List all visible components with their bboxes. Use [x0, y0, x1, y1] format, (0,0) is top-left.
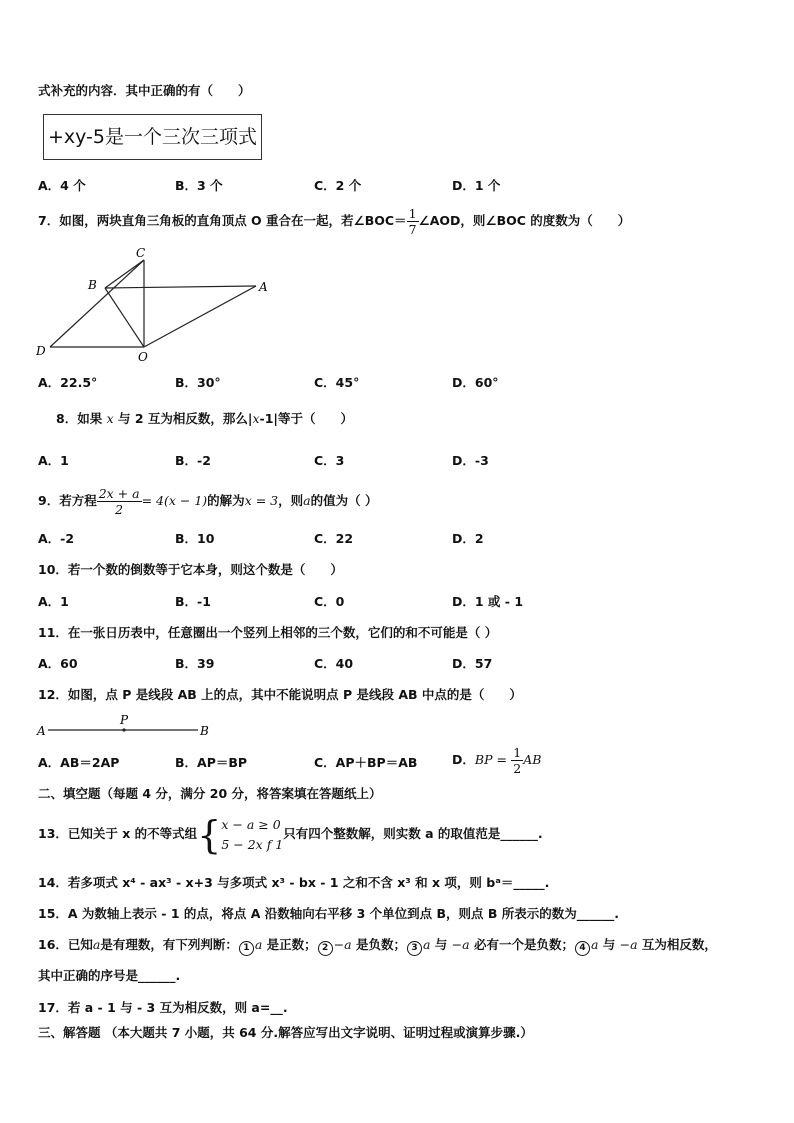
q16-stem: 16．已知a是有理数，有下列判断： 1 a 是正数； 2 −a 是负数； 3 a 与 −a 必有一个是负数； 4 a 与 −a 互为相反数， [38, 937, 717, 956]
q9-fraction: $\frac{2x + a}{2}$ [98, 486, 140, 517]
q7-triangles-figure [30, 245, 280, 365]
q12-label-p: P [120, 713, 129, 727]
q6-option-d: D．1 个 [452, 178, 501, 193]
q12-segment-figure [36, 713, 216, 739]
q15-stem: 15．A 为数轴上表示 - 1 的点，将点 A 沿数轴向右平移 3 个单位到点 B，则点 B 所表示的数为______. [38, 906, 620, 921]
q7-label-a: A [259, 280, 268, 294]
q7-label-d: D [36, 344, 46, 358]
q7-label-o: O [138, 350, 148, 364]
q14-stem: 14．若多项式 x⁴ - ax³ - x+3 与多项式 x³ - bx - 1 之和不含 x³ 和 x 项，则 bᵃ＝_____. [38, 875, 550, 890]
q11-option-a: A．60 [38, 656, 78, 671]
q8-option-c: C．3 [314, 453, 345, 468]
q9-stem: 9．若方程 $\frac{2x + a}{2}$ = 4(x − 1)的解为x = 3，则a的值为（ ） [38, 486, 378, 517]
q10-stem: 10．若一个数的倒数等于它本身，则这个数是（ ） [38, 562, 343, 577]
q8-stem: 8．如果 x 与 2 互为相反数，那么|x-1|等于（ ） [56, 411, 353, 426]
q9-option-c: C．22 [314, 531, 354, 546]
q17-stem: 17．若 a - 1 与 - 3 互为相反数，则 a=__. [38, 1000, 288, 1015]
section-3-heading: 三、解答题 （本大题共 7 小题，共 64 分.解答应写出文字说明、证明过程或演算步骤.） [38, 1025, 533, 1040]
q7-option-c: C．45° [314, 375, 360, 390]
q7-option-b: B．30° [175, 375, 221, 390]
q10-option-c: C．0 [314, 594, 345, 609]
q12-stem: 12．如图，点 P 是线段 AB 上的点，其中不能说明点 P 是线段 AB 中点的是（ ） [38, 687, 522, 702]
q11-option-b: B．39 [175, 656, 215, 671]
q12-option-b: B．AP＝BP [175, 755, 248, 770]
q11-option-c: C．40 [314, 656, 354, 671]
q7-option-d: D．60° [452, 375, 499, 390]
q13-inequality-system: x − a ≥ 0 5 − 2x f 1 [221, 816, 284, 852]
q13-stem: 13．已知关于 x 的不等式组{ x − a ≥ 0 5 − 2x f 1 只有四个整数解，则实数 a 的取值范是______. [38, 812, 543, 857]
section-2-heading: 二、填空题（每题 4 分，满分 20 分，将答案填在答题纸上） [38, 786, 382, 801]
q7-option-a: A．22.5° [38, 375, 98, 390]
q8-option-a: A．1 [38, 453, 69, 468]
q10-option-d: D．1 或 - 1 [452, 594, 524, 609]
q7-label-c: C [136, 246, 146, 260]
statement-box: +xy-5是一个三次三项式 [43, 114, 262, 160]
q11-option-d: D．57 [452, 656, 493, 671]
q12-option-d: D．BP = $\frac{1}{2}$ AB [452, 745, 542, 776]
intro-line: 式补充的内容．其中正确的有（ ） [38, 83, 251, 98]
q12-label-b: B [200, 724, 209, 738]
q7-fraction: $\frac{1}{7}$ [408, 206, 417, 237]
q8-option-d: D．-3 [452, 453, 489, 468]
q9-option-b: B．10 [175, 531, 215, 546]
q6-option-c: C．2 个 [314, 178, 362, 193]
q12-label-a: A [37, 724, 46, 738]
q8-option-b: B．-2 [175, 453, 211, 468]
q10-option-a: A．1 [38, 594, 69, 609]
q12-option-c: C．AP＋BP＝AB [314, 755, 418, 770]
q6-option-a: A．4 个 [38, 178, 86, 193]
q16-line-2: 其中正确的序号是______. [38, 968, 181, 983]
q7-stem: 7．如图，两块直角三角板的直角顶点 O 重合在一起，若∠BOC＝ $\frac{1}{7}$ ∠AOD，则∠BOC 的度数为（ ） [38, 206, 631, 237]
q11-stem: 11．在一张日历表中，任意圈出一个竖列上相邻的三个数，它们的和不可能是（ ） [38, 625, 498, 640]
q10-option-b: B．-1 [175, 594, 211, 609]
q12-option-a: A．AB＝2AP [38, 755, 120, 770]
q6-option-b: B．3 个 [175, 178, 223, 193]
q12-fraction: $\frac{1}{2}$ [513, 745, 522, 776]
q7-label-b: B [88, 278, 97, 292]
q9-option-a: A．-2 [38, 531, 75, 546]
q9-option-d: D．2 [452, 531, 484, 546]
